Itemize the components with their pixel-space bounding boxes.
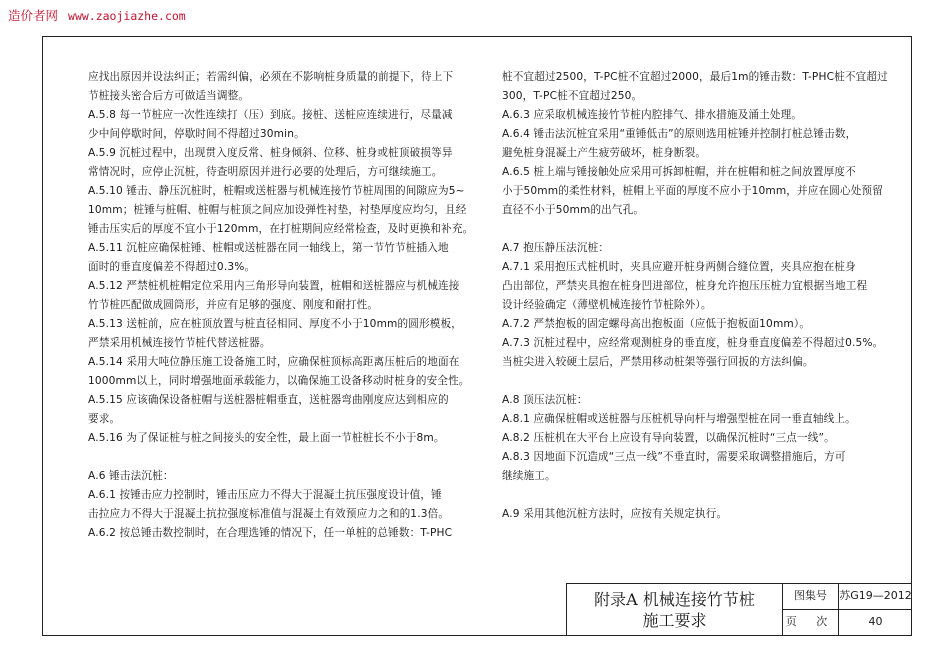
page-number-label: 页 次 [783,610,839,636]
text-line: A.7.1 采用抱压式桩机时，夹具应避开桩身两侧合缝位置，夹具应抱在桩身 [502,261,856,273]
text-line: 桩不宜超过2500，T-PC桩不宜超过2000，最后1m的锤击数：T-PHC桩不宜超过 [502,71,888,83]
text-line: 严禁采用机械连接竹节桩代替送桩器。 [88,337,271,349]
page-number-value: 40 [868,615,883,628]
text-line: 要求。 [88,413,121,425]
atlas-number-value: 苏G19—2012 [839,584,912,610]
paragraph-gap [88,448,480,467]
sheet-title-line-2: 施工要求 [642,611,707,630]
text-line: 应找出原因并设法纠正；若需纠偏，必须在不影响桩身质量的前提下，待上下 [88,71,454,83]
text-line: 常情况时，应停止沉桩，待查明原因并进行必要的处理后，方可继续施工。 [88,166,443,178]
text-line: A.5.16 为了保证桩与桩之间接头的安全性，最上面一节桩桩长不小于8m。 [88,432,445,444]
text-line: A.8.3 因地面下沉造成“三点一线”不垂直时，需要采取调整措施后，方可 [502,451,846,463]
text-line: 直径不小于50mm的出气孔。 [502,204,645,216]
text-line: A.8 顶压法沉桩： [502,394,588,406]
text-line: A.5.10 锤击、静压沉桩时，桩帽或送桩器与机械连接竹节桩周围的间隙应为5~ [88,185,465,197]
text-line: A.9 采用其他沉桩方法时，应按有关规定执行。 [502,508,728,520]
text-line: A.5.9 沉桩过程中，出现贯入度反常、桩身倾斜、位移、桩身或桩顶破损等异 [88,147,453,159]
text-line: A.5.11 沉桩应确保桩锤、桩帽或送桩器在同一轴线上，第一节竹节桩插入地 [88,242,449,254]
text-line: A.8.1 应确保桩帽或送桩器与压桩机导向杆与增强型桩在同一垂直轴线上。 [502,413,856,425]
text-line: A.8.2 压桩机在大平台上应设有导向装置，以确保沉桩时“三点一线”。 [502,432,835,444]
text-line: 10mm；桩锤与桩帽、桩帽与桩顶之间应加设弹性衬垫，衬垫厚度应均匀，且经 [88,204,467,216]
text-line: 300，T-PC桩不宜超过250。 [502,90,643,102]
watermark-site-name: 造价者网 [8,8,59,23]
paragraph-gap [502,372,892,391]
right-text-column [502,68,892,524]
text-line: A.6.4 锤击法沉桩宜采用“重锤低击”的原则选用桩锤并控制打桩总锤击数， [502,128,857,140]
text-line: A.6.1 按锤击应力控制时，锤击压应力不得大于混凝土抗压强度设计值，锤 [88,489,442,501]
text-line: A.6 锤击法沉桩： [88,470,174,482]
text-line: A.7 抱压静压法沉桩： [502,242,610,254]
text-line: 锤击压实后的厚度不宜小于120mm，在打桩期间应经常检查，及时更换和补充。 [88,223,474,235]
text-line: 继续施工。 [502,470,556,482]
text-line: 小于50mm的柔性材料，桩帽上平面的厚度不应小于10mm，并应在圆心处预留 [502,185,884,197]
text-line: A.5.8 每一节桩应一次性连续打（压）到底。接桩、送桩应连续进行，尽量减 [88,109,453,121]
text-line: 击拉应力不得大于混凝土抗拉强度标准值与混凝土有效预应力之和的1.3倍。 [88,508,450,520]
text-line: A.7.2 严禁抱板的固定螺母高出抱板面（应低于抱板面10mm）。 [502,318,811,330]
text-line: A.5.14 采用大吨位静压施工设备施工时，应确保桩顶标高距离压桩后的地面在 [88,356,460,368]
atlas-number-label: 图集号 [783,584,839,610]
text-line: 少中间停歇时间，停歇时间不得超过30min。 [88,128,305,140]
text-line: A.6.2 按总锤击数控制时，在合理选锤的情况下，任一单桩的总锤数：T-PHC [88,527,453,539]
left-text-column [88,68,480,543]
sheet-title-line-1: 附录A 机械连接竹节桩 [594,590,755,609]
text-line: 竹节桩匹配做成圆筒形，并应有足够的强度、刚度和耐打性。 [88,299,379,311]
text-line: 1000mm以上，同时增强地面承载能力，以确保施工设备移动时桩身的安全性。 [88,375,470,387]
text-line: A.5.15 应该确保设备桩帽与送桩器桩帽垂直，送桩器弯曲刚度应达到相应的 [88,394,449,406]
title-block [566,583,912,636]
text-line: 当桩尖进入较硬土层后，严禁用移动桩架等强行回扳的方法纠偏。 [502,356,814,368]
text-line: 面时的垂直度偏差不得超过0.3%。 [88,261,256,273]
text-line: 凸出部位，严禁夹具抱在桩身凹进部位，桩身允许抱压压桩力宜根据当地工程 [502,280,868,292]
site-watermark [8,6,186,24]
text-line: 节桩接头密合后方可做适当调整。 [88,90,250,102]
paragraph-gap [502,486,892,505]
text-line: 避免桩身混凝土产生疲劳破坏，桩身断裂。 [502,147,707,159]
paragraph-gap [502,220,892,239]
watermark-url: www.zaojiazhe.com [68,9,186,23]
text-line: A.5.13 送桩前，应在桩顶放置与桩直径相同、厚度不小于10mm的圆形模板， [88,318,462,330]
sheet-title [567,584,783,636]
text-line: 设计经验确定（薄壁机械连接竹节桩除外）。 [502,299,712,311]
text-line: A.7.3 沉桩过程中，应经常观测桩身的垂直度，桩身垂直度偏差不得超过0.5%。 [502,337,884,349]
text-line: A.6.3 应采取机械连接竹节桩内腔排气、排水措施及涌土处理。 [502,109,803,121]
text-line: A.6.5 桩上端与锤接触处应采用可拆卸桩帽，并在桩帽和桩之间放置厚度不 [502,166,856,178]
text-line: A.5.12 严禁桩机桩帽定位采用内三角形导向装置，桩帽和送桩器应与机械连接 [88,280,460,292]
